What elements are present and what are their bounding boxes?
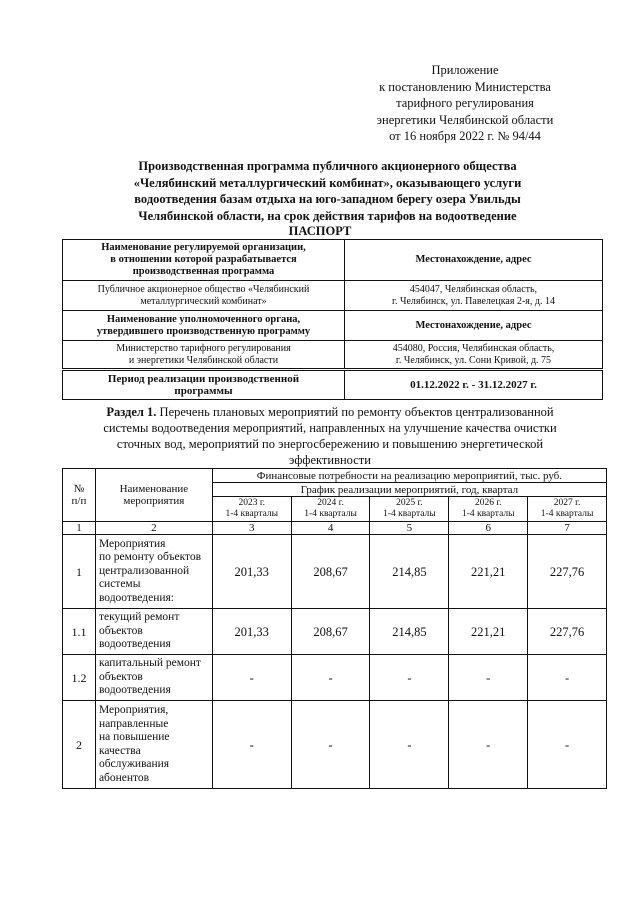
num-header-line: № — [73, 483, 85, 495]
year-header — [370, 497, 449, 522]
passport-row — [63, 370, 603, 400]
passport-table — [62, 239, 603, 400]
passport-row — [63, 341, 603, 370]
appendix-line: энергетики Челябинской области — [376, 112, 554, 127]
passport-row — [63, 281, 603, 311]
authority-address-line: г. Челябинск, ул. Сони Кривой, д. 75 — [395, 354, 552, 366]
row-name-line: объектов — [98, 670, 143, 683]
authority-header-line: утвердившего производственную программу — [96, 325, 311, 337]
period-header-line: программы — [174, 385, 233, 397]
year-label: 2026 г. — [474, 498, 502, 508]
row-name-line: капитальный ремонт — [98, 657, 201, 670]
passport-row — [63, 240, 603, 281]
column-index: 3 — [212, 522, 291, 535]
authority-address-header-cell: Местонахождение, адрес — [345, 311, 603, 341]
org-address-line: г. Челябинск, ул. Павелецкая 2-я, д. 14 — [392, 295, 555, 307]
row-name — [95, 609, 212, 655]
period-header-line: Период реализации производственной — [107, 373, 300, 385]
authority-address-cell — [345, 341, 603, 370]
section-label: Раздел 1. — [106, 405, 157, 419]
row-value: 201,33 — [212, 535, 291, 609]
column-index-row — [63, 522, 607, 535]
row-value: 214,85 — [370, 609, 449, 655]
year-label: 2023 г. — [238, 498, 266, 508]
org-address-cell — [345, 281, 603, 311]
column-index: 5 — [370, 522, 449, 535]
num-header — [63, 469, 96, 522]
section-line: системы водоотведения мероприятий, направленных на улучшение качества очистки — [103, 421, 557, 435]
row-name — [95, 655, 212, 701]
title-line: «Челябинский металлургический комбинат», оказывающего услуги — [133, 175, 522, 190]
row-name-line: на повышение — [98, 731, 170, 743]
row-name-line: качества — [98, 744, 141, 757]
document-title — [70, 158, 585, 224]
table-row — [63, 701, 607, 789]
org-name-line: металлургический комбинат» — [140, 295, 267, 307]
org-header-line: в отношении которой разрабатывается — [110, 254, 297, 265]
passport-heading: ПАСПОРТ — [288, 224, 352, 238]
row-name-line: по ремонту объектов — [98, 551, 202, 564]
row-value: - — [449, 701, 528, 789]
column-index: 1 — [63, 522, 96, 535]
org-name-cell — [63, 281, 345, 311]
section-line — [70, 404, 590, 420]
name-header-line: мероприятия — [123, 495, 185, 507]
year-header — [291, 497, 370, 522]
row-number: 2 — [63, 701, 96, 789]
row-number: 1 — [63, 535, 96, 609]
authority-header-line: Наименование уполномоченного органа, — [106, 313, 301, 325]
authority-name-line: и энергетики Челябинской области — [128, 354, 279, 366]
year-header — [449, 497, 528, 522]
quarter-label: 1-4 кварталы — [304, 509, 357, 519]
quarter-label: 1-4 кварталы — [383, 509, 436, 519]
year-label: 2025 г. — [396, 498, 423, 508]
section-heading — [70, 404, 590, 468]
quarter-label: 1-4 кварталы — [225, 509, 279, 519]
row-name-line: Мероприятия, — [98, 704, 169, 716]
row-name-line: текущий ремонт — [98, 611, 180, 624]
quarter-label: 1-4 кварталы — [461, 509, 515, 519]
row-value: 227,76 — [528, 609, 607, 655]
year-header — [528, 497, 607, 522]
appendix-line: от 16 ноября 2022 г. № 94/44 — [389, 129, 541, 143]
address-header-cell: Местонахождение, адрес — [345, 240, 603, 281]
row-value: - — [370, 655, 449, 701]
row-number: 1.1 — [63, 609, 96, 655]
row-name — [95, 701, 212, 789]
row-value: 221,21 — [449, 609, 528, 655]
appendix-line: к постановлению Министерства — [379, 79, 551, 94]
authority-header-cell — [63, 311, 345, 341]
row-name — [95, 535, 212, 609]
period-value-cell: 01.12.2022 г. - 31.12.2027 г. — [345, 370, 603, 400]
num-header-line: п/п — [71, 495, 87, 507]
column-index: 6 — [449, 522, 528, 535]
year-header — [212, 497, 291, 522]
org-header-cell — [63, 240, 345, 281]
row-value: - — [291, 701, 370, 789]
row-name-line: направленные — [98, 717, 169, 730]
appendix-block — [340, 62, 590, 145]
row-value: - — [528, 701, 607, 789]
row-name-line: водоотведения — [98, 684, 171, 697]
row-value: 227,76 — [528, 535, 607, 609]
appendix-line: тарифного регулирования — [396, 96, 534, 110]
row-value: 214,85 — [370, 535, 449, 609]
passport-row — [63, 311, 603, 341]
plan-header-row — [63, 469, 607, 483]
plan-table — [62, 468, 607, 789]
authority-name-cell — [63, 341, 345, 370]
row-name-line: водоотведения: — [98, 591, 174, 604]
row-name-line: водоотведения — [98, 638, 171, 651]
table-row — [63, 609, 607, 655]
finance-header: Финансовые потребности на реализацию мероприятий, тыс. руб. — [212, 469, 606, 483]
name-header-line: Наименование — [119, 483, 189, 495]
row-value: 221,21 — [449, 535, 528, 609]
org-name-line: Публичное акционерное общество «Челябинский — [97, 283, 310, 295]
column-index: 4 — [291, 522, 370, 535]
org-header-line: производственная программа — [132, 266, 275, 277]
title-line: Челябинской области, на срок действия тарифов на водоотведение — [138, 208, 517, 223]
row-value: - — [212, 655, 291, 701]
title-line: Производственная программа публичного акционерного общества — [138, 159, 517, 173]
section-text: Перечень плановых мероприятий по ремонту объектов централизованной — [159, 405, 554, 419]
title-line: водоотведения базам отдыха на юго-западном берегу озера Увильды — [134, 192, 521, 206]
row-value: - — [449, 655, 528, 701]
authority-address-line: 454080, Россия, Челябинская область, — [392, 342, 555, 354]
column-index: 2 — [95, 522, 212, 535]
row-name-line: системы — [98, 578, 141, 591]
row-value: - — [291, 655, 370, 701]
schedule-header: График реализации мероприятий, год, квартал — [212, 483, 606, 497]
column-index: 7 — [528, 522, 607, 535]
row-value: 201,33 — [212, 609, 291, 655]
year-label: 2024 г. — [317, 498, 344, 508]
table-row — [63, 535, 607, 609]
org-address-line: 454047, Челябинская область, — [409, 283, 538, 295]
row-value: - — [370, 701, 449, 789]
row-value: 208,67 — [291, 535, 370, 609]
row-value: - — [212, 701, 291, 789]
row-name-line: объектов — [98, 624, 143, 637]
authority-name-line: Министерство тарифного регулирования — [116, 342, 291, 354]
section-line: сточных вод, мероприятий по энергосбережению и повышению энергетической — [116, 437, 544, 451]
row-name-line: централизованной — [98, 564, 190, 577]
row-value: 208,67 — [291, 609, 370, 655]
row-name-line: абонентов — [98, 771, 150, 784]
row-value: - — [528, 655, 607, 701]
name-header — [95, 469, 212, 522]
row-name-line: обслуживания — [98, 758, 170, 770]
appendix-line: Приложение — [431, 63, 499, 77]
section-line: эффективности — [289, 453, 371, 467]
period-header-cell — [63, 370, 345, 400]
table-row — [63, 655, 607, 701]
year-label: 2027 г. — [553, 498, 581, 508]
quarter-label: 1-4 кварталы — [540, 509, 594, 519]
row-number: 1.2 — [63, 655, 96, 701]
org-header-line: Наименование регулируемой организации, — [101, 242, 306, 253]
row-name-line: Мероприятия — [98, 537, 166, 550]
